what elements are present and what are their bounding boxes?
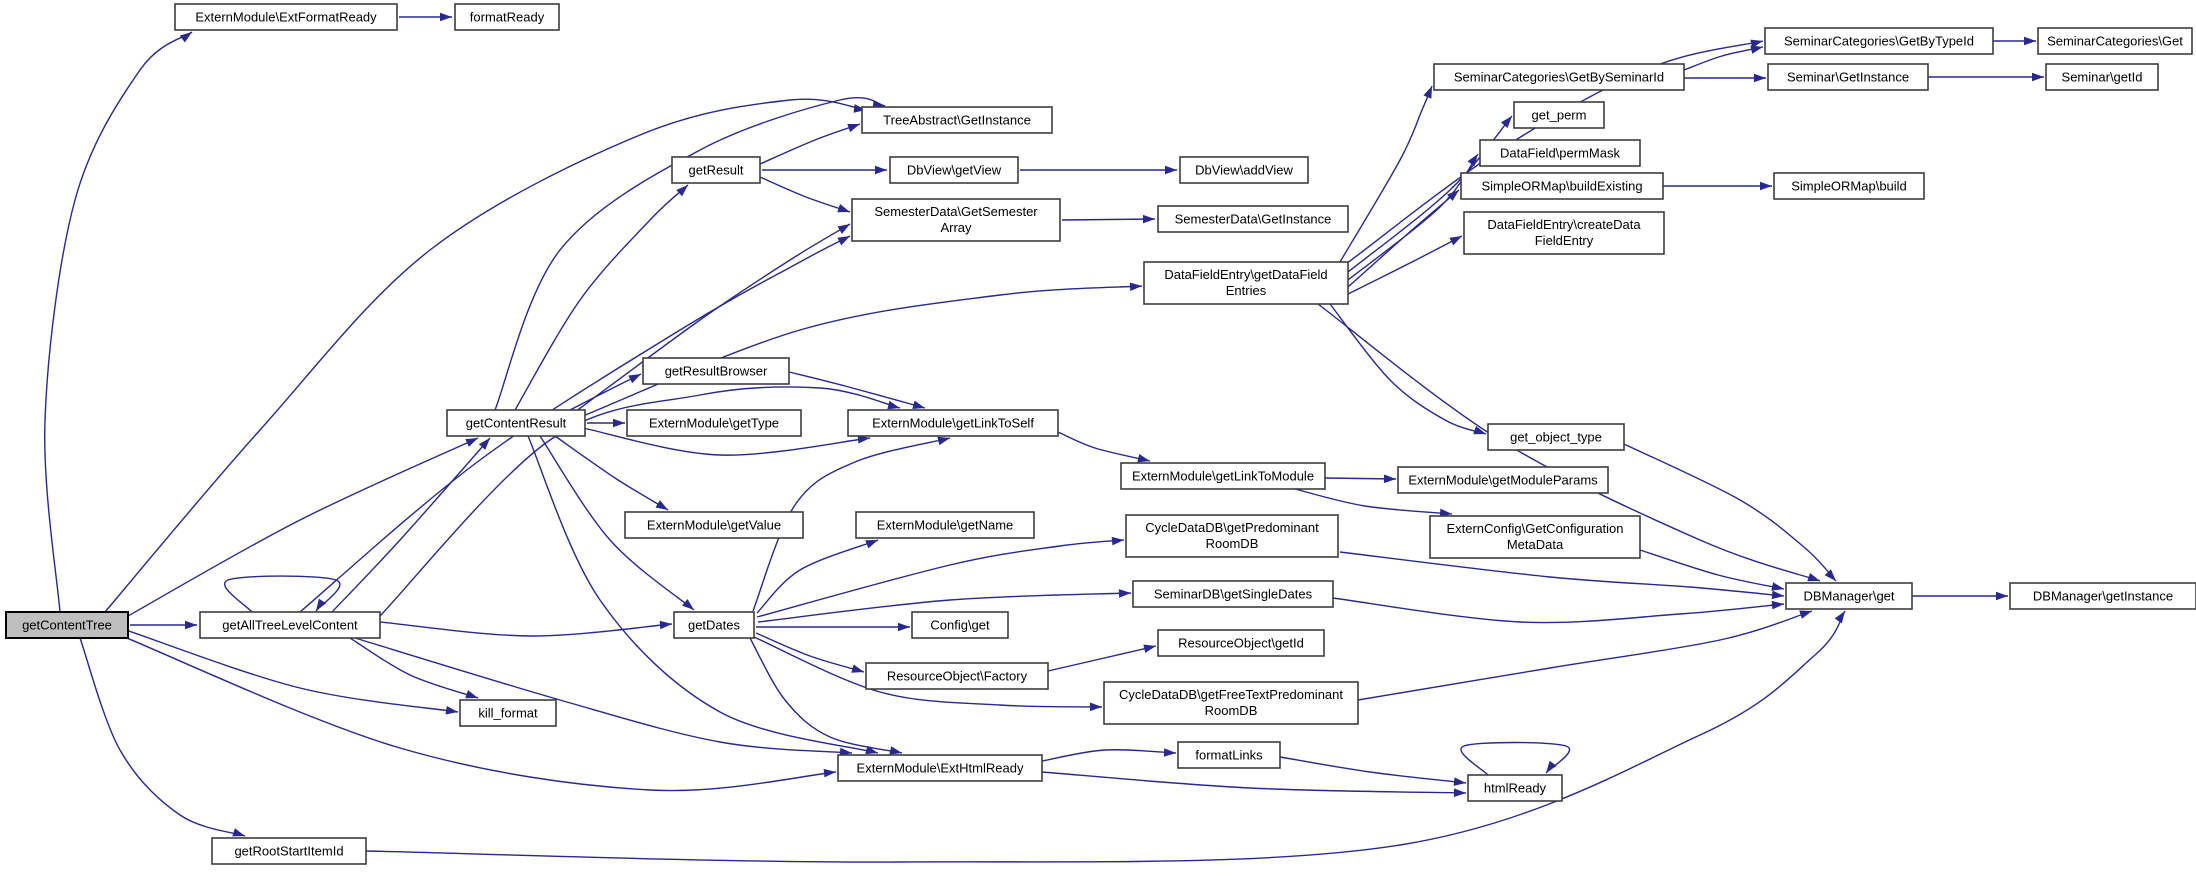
graph-node-getValue[interactable]	[625, 512, 803, 538]
graph-node-getRootStartItemId[interactable]	[212, 838, 366, 864]
arrowhead-icon	[232, 828, 245, 836]
arrowhead-icon	[1771, 582, 1784, 590]
graph-edge-getAllTreeLevelContent-ExtHtmlReady	[355, 638, 852, 756]
arrowhead-icon	[1130, 282, 1142, 291]
arrowhead-icon	[824, 769, 836, 778]
arrowhead-icon	[660, 621, 672, 630]
graph-edge-getContentResult-getValue	[555, 436, 668, 510]
graph-node-GetBySeminarId[interactable]	[1434, 64, 1684, 90]
arrowhead-icon	[1454, 777, 1466, 786]
graph-node-label: formatReady	[469, 9, 545, 25]
arrowhead-icon	[1772, 601, 1784, 610]
graph-node-getResult[interactable]	[672, 157, 760, 183]
graph-edge-formatLinks-htmlReady	[1280, 757, 1466, 786]
arrowhead-icon	[1423, 86, 1432, 99]
graph-node-GetConfigMetaData[interactable]	[1430, 516, 1640, 558]
graph-node-TreeAbstractGetInstance[interactable]	[862, 107, 1052, 133]
arrowhead-icon	[937, 437, 950, 445]
arrowhead-icon	[1825, 569, 1836, 581]
graph-node-label: CycleDataDB\getPredominant RoomDB	[1145, 520, 1319, 551]
arrowhead-icon	[1165, 166, 1177, 175]
graph-node-DbViewAddView[interactable]	[1180, 157, 1308, 183]
graph-edge-getPredominant-DBManagerGet	[1340, 552, 1784, 599]
graph-node-DBManagerGet[interactable]	[1786, 583, 1912, 609]
arrowhead-icon	[847, 124, 860, 132]
graph-node-label: SeminarCategories\GetByTypeId	[1783, 33, 1975, 49]
arrowhead-icon	[465, 690, 478, 698]
graph-node-permMask[interactable]	[1480, 140, 1640, 166]
graph-edge-getResult-DbViewGetView	[762, 166, 887, 175]
arrowhead-icon	[1143, 645, 1156, 653]
graph-node-SemCatGet[interactable]	[2038, 28, 2192, 54]
graph-edge-getDates-getPredominant	[757, 537, 1124, 617]
arrowhead-icon	[1090, 702, 1102, 711]
graph-edge-ExtHtmlReady-formatLinks	[1042, 748, 1176, 761]
graph-edge-ExtFormatReady-formatReady	[399, 13, 452, 22]
arrowhead-icon	[1164, 748, 1176, 757]
graph-node-label: ExternModule\getModuleParams	[1408, 472, 1598, 488]
graph-node-get_perm[interactable]	[1514, 102, 1604, 128]
graph-node-getName[interactable]	[856, 512, 1034, 538]
arrowhead-icon	[465, 438, 478, 447]
graph-edge-getFreeText-DBManagerGet	[1358, 611, 1812, 700]
graph-node-label: kill_format	[478, 705, 538, 721]
graph-node-getDates[interactable]	[674, 612, 754, 638]
graph-node-getContentResult[interactable]	[447, 410, 585, 436]
graph-node-label: SeminarCategories\GetBySeminarId	[1453, 69, 1665, 85]
graph-edge-DbViewGetView-DbViewAddView	[1020, 166, 1177, 175]
graph-node-label: ExternModule\ExtFormatReady	[195, 9, 377, 25]
graph-edge-getContentTree-ExtFormatReady	[45, 32, 192, 612]
graph-node-label: get_object_type	[1510, 429, 1602, 445]
graph-node-label: getAllTreeLevelContent	[222, 617, 358, 633]
graph-node-label: ResourceObject\getId	[1178, 635, 1304, 651]
graph-node-formatLinks[interactable]	[1178, 742, 1280, 768]
graph-edge-getContentTree-kill_format	[126, 630, 458, 714]
graph-edge-getResult-TreeAbstractGetInstance	[760, 124, 860, 164]
graph-edge-SemesterArray-SemesterGetInstance	[1062, 215, 1155, 224]
graph-edge-getContentTree-getAllTreeLevelContent	[130, 621, 197, 630]
arrowhead-icon	[1143, 215, 1155, 224]
arrowhead-icon	[837, 204, 850, 212]
arrowhead-icon	[613, 419, 625, 428]
arrowhead-icon	[1807, 573, 1820, 581]
graph-edge-DataFieldEntries-GetBySeminarId	[1340, 86, 1432, 262]
graph-edge-getDates-ConfigGet	[756, 623, 910, 632]
arrowhead-icon	[865, 540, 878, 548]
arrowhead-icon	[875, 166, 887, 175]
arrowhead-icon	[180, 32, 192, 43]
arrowhead-icon	[2024, 37, 2036, 46]
arrowhead-icon	[898, 623, 910, 632]
arrowhead-icon	[1772, 591, 1784, 600]
graph-node-getAllTreeLevelContent[interactable]	[200, 612, 380, 638]
graph-node-label: ExternModule\getName	[876, 517, 1014, 533]
graph-edge-buildExisting-build	[1663, 182, 1772, 191]
arrowhead-icon	[656, 500, 668, 510]
graph-edge-getAllTreeLevelContent-getContentResult	[332, 438, 490, 612]
graph-edge-getSingleDates-DBManagerGet	[1333, 598, 1784, 623]
arrowhead-icon	[1760, 182, 1772, 191]
graph-node-label: SeminarDB\getSingleDates	[1153, 586, 1313, 602]
graph-edge-getLinkToModule-getModuleParams	[1325, 475, 1396, 484]
graph-node-label: SimpleORMap\build	[1791, 178, 1907, 194]
arrowhead-icon	[837, 236, 850, 245]
graph-node-label: getContentTree	[22, 617, 112, 633]
graph-node-ExtFormatReady[interactable]	[175, 4, 397, 30]
arrowhead-icon	[440, 13, 452, 22]
graph-edge-getAllTreeLevelContent-getDates	[380, 621, 672, 636]
arrowhead-icon	[889, 746, 902, 754]
graph-edge-DataFieldEntries-createDataFieldEntry	[1348, 236, 1462, 294]
graph-node-label: ExternModule\ExtHtmlReady	[856, 760, 1024, 776]
graph-node-getFreeText[interactable]	[1104, 682, 1358, 724]
graph-edge-getContentResult-getType	[587, 419, 625, 428]
arrowhead-icon	[1501, 116, 1512, 128]
graph-node-createDataFieldEntry[interactable]	[1464, 212, 1664, 254]
graph-node-label: htmlReady	[1483, 780, 1547, 796]
graph-node-GetByTypeId[interactable]	[1765, 28, 1993, 54]
graph-edge-DataFieldEntries-buildExisting	[1348, 190, 1459, 287]
graph-node-label: getContentResult	[465, 415, 567, 431]
graph-node-label: SemesterData\GetSemester Array	[874, 204, 1038, 235]
arrowhead-icon	[2032, 73, 2044, 82]
graph-node-getLinkToSelf[interactable]	[848, 410, 1058, 436]
graph-edge-GetByTypeId-SemCatGet	[1993, 37, 2036, 46]
graph-node-label: SeminarCategories\Get	[2047, 33, 2183, 49]
graph-node-label: SemesterData\GetInstance	[1174, 211, 1332, 227]
arrowhead-icon	[445, 706, 458, 715]
arrowhead-icon	[1750, 45, 1763, 53]
graph-node-formatReady[interactable]	[455, 4, 559, 30]
graph-node-label: Seminar\getId	[2061, 69, 2143, 85]
graph-edge-getLinkToSelf-getLinkToModule	[1058, 432, 1150, 462]
graph-node-SemesterGetInstance[interactable]	[1158, 206, 1348, 232]
graph-node-SeminarGetId[interactable]	[2046, 64, 2158, 90]
arrowhead-icon	[682, 599, 694, 610]
graph-node-label: DataFieldEntry\createData FieldEntry	[1487, 217, 1641, 248]
graph-node-label: DbView\getView	[906, 162, 1002, 178]
graph-node-label: Seminar\GetInstance	[1786, 69, 1910, 85]
graph-node-label: formatLinks	[1195, 747, 1263, 763]
graph-node-get_object_type[interactable]	[1488, 424, 1624, 450]
graph-node-label: ExternConfig\GetConfiguration MetaData	[1446, 521, 1624, 552]
arrowhead-icon	[912, 401, 925, 409]
graph-node-label: ExternModule\getValue	[646, 517, 782, 533]
graph-node-label: Config\get	[930, 617, 990, 633]
graph-node-DBManagerGetInstance[interactable]	[2010, 583, 2196, 609]
graph-node-getContentTree[interactable]	[6, 612, 128, 638]
graph-node-label: TreeAbstract\GetInstance	[883, 112, 1031, 128]
graph-node-label: DataFieldEntry\getDataField Entries	[1164, 267, 1328, 298]
graph-node-kill_format[interactable]	[460, 700, 556, 726]
graph-edge-htmlReady-htmlReady	[1461, 742, 1570, 775]
graph-node-ResourceGetId[interactable]	[1158, 630, 1324, 656]
graph-node-DataFieldEntries[interactable]	[1144, 262, 1348, 304]
graph-node-getSingleDates[interactable]	[1133, 581, 1333, 607]
graph-node-htmlReady[interactable]	[1468, 775, 1562, 801]
arrowhead-icon	[887, 401, 900, 409]
graph-node-label: ExternModule\getType	[648, 415, 780, 431]
arrowhead-icon	[1112, 537, 1124, 546]
graph-edge-getDates-ExtHtmlReady	[750, 638, 902, 755]
graph-node-label: DataField\permMask	[1500, 145, 1620, 161]
graph-node-label: ExternModule\getLinkToModule	[1131, 468, 1315, 484]
arrowhead-icon	[1119, 589, 1131, 598]
graph-edge-getContentTree-getContentResult	[128, 438, 478, 616]
arrowhead-icon	[1137, 454, 1150, 462]
graph-node-getPredominant[interactable]	[1126, 515, 1338, 557]
graph-edge-SeminarGetInstance-SeminarGetId	[1928, 73, 2044, 82]
graph-edge-getResult-SemesterArray	[760, 177, 850, 212]
graph-node-label: getDates	[687, 617, 741, 633]
graph-node-ExtHtmlReady[interactable]	[838, 755, 1042, 781]
graph-node-getType[interactable]	[627, 410, 801, 436]
arrowhead-icon	[628, 374, 641, 383]
graph-node-label: getResult	[688, 162, 744, 178]
graph-node-label: SimpleORMap\buildExisting	[1481, 178, 1643, 194]
arrowhead-icon	[1546, 761, 1557, 773]
arrowhead-icon	[851, 664, 864, 672]
graph-node-build[interactable]	[1774, 173, 1924, 199]
graph-edge-GetBySeminarId-GetByTypeId	[1684, 45, 1763, 70]
graph-node-label: ExternModule\getLinkToSelf	[872, 415, 1034, 431]
graph-node-label: DbView\addView	[1195, 162, 1293, 178]
graph-node-getResultBrowser[interactable]	[643, 358, 789, 384]
graph-node-label: CycleDataDB\getFreeTextPredominant RoomDB	[1119, 687, 1343, 718]
arrowhead-icon	[1449, 236, 1462, 245]
arrowhead-icon	[676, 185, 688, 196]
graph-node-label: getResultBrowser	[664, 363, 768, 379]
graph-node-label: get_perm	[1531, 107, 1587, 123]
graph-node-label: ResourceObject\Factory	[886, 668, 1028, 684]
graph-edge-GetBySeminarId-SeminarGetInstance	[1684, 74, 1766, 83]
graph-node-SeminarGetInstance[interactable]	[1768, 64, 1928, 90]
arrowhead-icon	[1835, 611, 1845, 623]
graph-edge-getAllTreeLevelContent-getAllTreeLevelContent	[225, 576, 340, 612]
arrowhead-icon	[1754, 74, 1766, 83]
graph-edge-getResultBrowser-getLinkToSelf	[789, 372, 925, 409]
graph-edge-DBManagerGet-DBManagerGetInstance	[1912, 592, 2008, 601]
graph-edge-getDates-Factory	[756, 633, 864, 673]
graph-node-label: DBManager\getInstance	[2032, 588, 2174, 604]
arrowhead-icon	[1454, 788, 1466, 797]
arrowhead-icon	[837, 224, 850, 234]
graph-node-getLinkToModule[interactable]	[1121, 463, 1325, 489]
arrowhead-icon	[1996, 592, 2008, 601]
graph-edge-getDates-getName	[757, 540, 878, 613]
arrowhead-icon	[1799, 611, 1812, 619]
arrowhead-icon	[316, 599, 326, 611]
graph-node-buildExisting[interactable]	[1461, 173, 1663, 199]
graph-edge-get_object_type-DBManagerGet	[1624, 444, 1836, 581]
graph-node-label: getRootStartItemId	[234, 843, 344, 859]
graph-edge-Factory-ResourceGetId	[1048, 645, 1156, 671]
graph-node-SemesterArray[interactable]	[852, 199, 1060, 241]
graph-node-ConfigGet[interactable]	[912, 612, 1008, 638]
arrowhead-icon	[185, 621, 197, 630]
graph-node-Factory[interactable]	[866, 663, 1048, 689]
graph-edge-getRootStartItemId-DBManagerGet	[366, 611, 1845, 862]
arrowhead-icon	[1384, 475, 1396, 484]
graph-edge-getAllTreeLevelContent-kill_format	[350, 638, 478, 698]
graph-node-DbViewGetView[interactable]	[890, 157, 1018, 183]
graph-edge-getContentTree-getRootStartItemId	[80, 638, 245, 836]
graph-node-getModuleParams[interactable]	[1398, 467, 1608, 493]
graph-node-label: DBManager\get	[1803, 588, 1895, 604]
